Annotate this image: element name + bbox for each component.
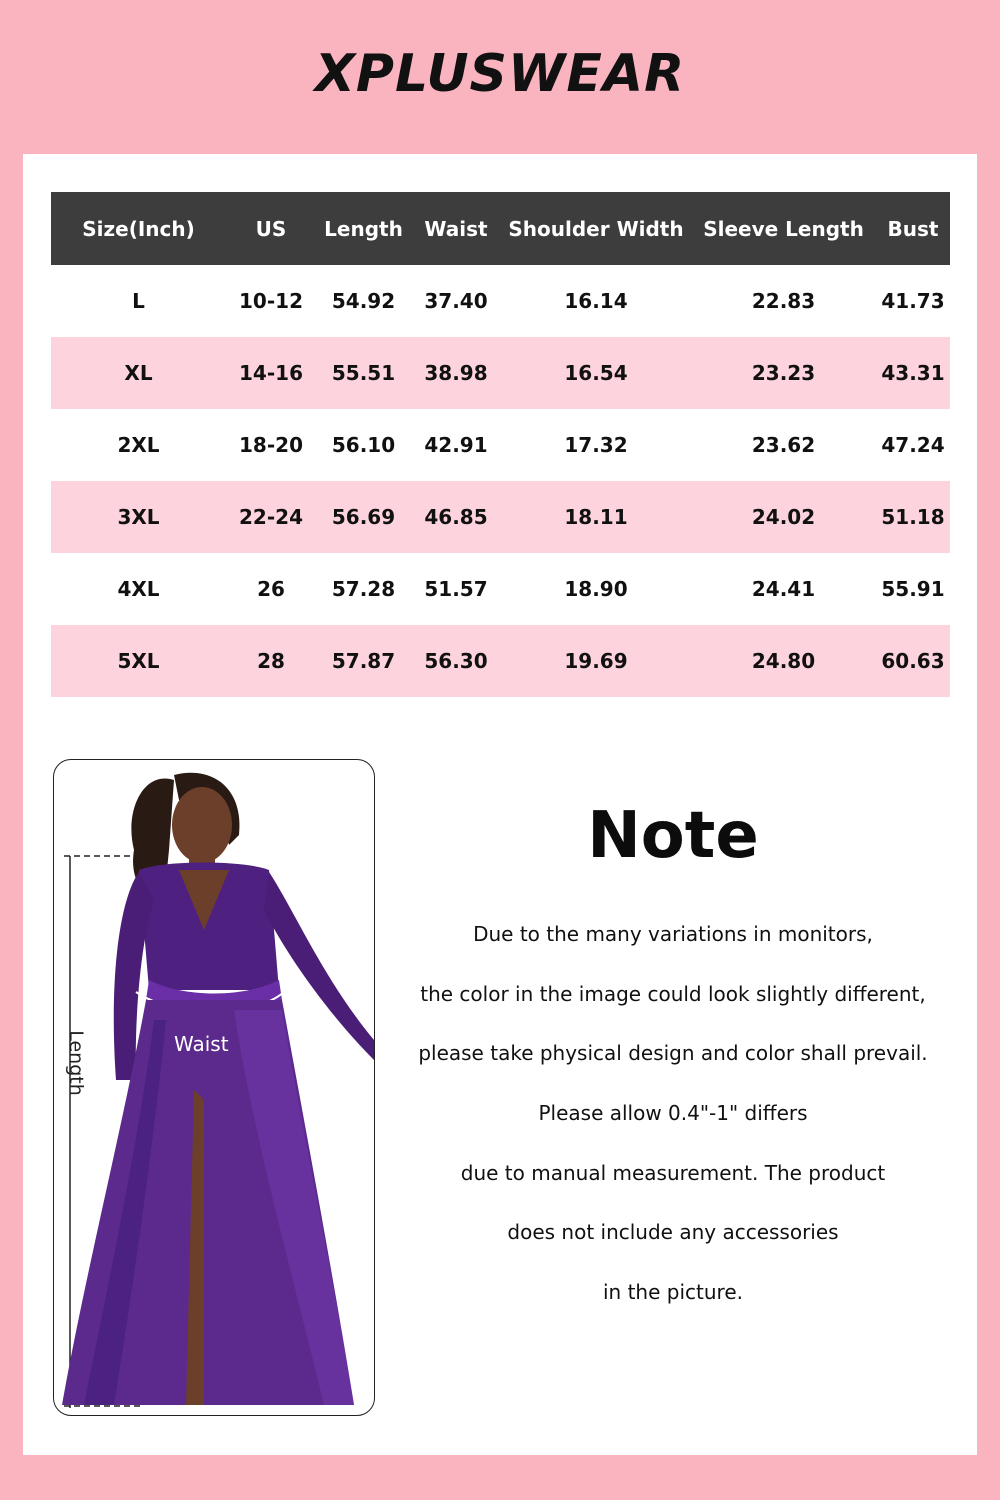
header-us: US — [226, 192, 316, 265]
header-sleeve-length: Sleeve Length — [691, 192, 876, 265]
header-shoulder-width: Shoulder Width — [501, 192, 691, 265]
cell-sleeve-length: 24.02 — [691, 481, 876, 553]
model-photo — [53, 759, 375, 1416]
cell-length: 56.10 — [331, 433, 396, 457]
cell-size: XL — [51, 337, 226, 409]
cell-shoulder-width: 17.32 — [564, 433, 628, 457]
cell-shoulder-width: 18.90 — [564, 577, 628, 601]
note-title: Note — [587, 799, 759, 873]
note-line: please take physical design and color shall prevail. — [418, 1041, 928, 1066]
cell-length: 54.92 — [331, 289, 396, 313]
cell-us: 10-12 — [239, 289, 303, 313]
waist-label: Waist — [174, 1032, 229, 1056]
table-row — [51, 625, 950, 697]
cell-shoulder-width: 18.11 — [501, 481, 691, 553]
cell-shoulder-width: 16.54 — [501, 337, 691, 409]
cell-us: 26 — [257, 577, 285, 601]
table-row — [51, 265, 950, 337]
note-line: in the picture. — [603, 1280, 743, 1305]
note-line: Please allow 0.4"-1" differs — [538, 1101, 808, 1126]
cell-bust: 55.91 — [881, 577, 945, 601]
cell-bust: 47.24 — [881, 433, 945, 457]
cell-length: 55.51 — [316, 337, 411, 409]
cell-bust: 51.18 — [876, 481, 950, 553]
note-line: the color in the image could look slightly different, — [420, 981, 926, 1006]
dress-illustration — [54, 760, 374, 1415]
header-bust: Bust — [876, 192, 950, 265]
cell-shoulder-width: 19.69 — [501, 625, 691, 697]
cell-bust: 43.31 — [876, 337, 950, 409]
cell-waist: 46.85 — [411, 481, 501, 553]
table-header-row — [51, 192, 950, 265]
cell-size: 2XL — [117, 433, 160, 457]
table-row — [51, 409, 950, 481]
cell-bust: 60.63 — [876, 625, 950, 697]
cell-shoulder-width: 16.14 — [564, 289, 628, 313]
note-line: due to manual measurement. The product — [460, 1160, 886, 1185]
cell-waist: 56.30 — [411, 625, 501, 697]
cell-length: 57.87 — [316, 625, 411, 697]
cell-waist: 42.91 — [424, 433, 488, 457]
cell-waist: 51.57 — [424, 577, 488, 601]
size-table — [51, 192, 950, 697]
header-waist: Waist — [411, 192, 501, 265]
cell-us: 28 — [226, 625, 316, 697]
note-text — [393, 916, 953, 1334]
header-size: Size(Inch) — [51, 192, 226, 265]
table-row — [51, 553, 950, 625]
note-line: Due to the many variations in monitors, — [473, 922, 873, 946]
cell-length: 57.28 — [331, 577, 396, 601]
cell-us: 14-16 — [226, 337, 316, 409]
cell-size: 3XL — [51, 481, 226, 553]
cell-waist: 38.98 — [411, 337, 501, 409]
cell-waist: 37.40 — [424, 289, 488, 313]
cell-size: 4XL — [117, 577, 160, 601]
cell-sleeve-length: 24.80 — [691, 625, 876, 697]
note-line: does not include any accessories — [507, 1220, 839, 1245]
cell-us: 22-24 — [226, 481, 316, 553]
cell-length: 56.69 — [316, 481, 411, 553]
cell-sleeve-length: 23.23 — [691, 337, 876, 409]
brand-logo: XPLUSWEAR — [314, 44, 686, 104]
size-chart-card — [23, 154, 977, 1455]
table-row — [51, 481, 950, 553]
cell-size: L — [132, 289, 145, 313]
table-row — [51, 337, 950, 409]
cell-sleeve-length: 22.83 — [751, 289, 816, 313]
cell-sleeve-length: 23.62 — [751, 433, 816, 457]
face-shape — [172, 787, 232, 863]
length-label: Length — [65, 1030, 87, 1096]
cell-us: 18-20 — [239, 433, 303, 457]
header-length: Length — [316, 192, 411, 265]
cell-size: 5XL — [51, 625, 226, 697]
cell-bust: 41.73 — [881, 289, 945, 313]
cell-sleeve-length: 24.41 — [751, 577, 816, 601]
